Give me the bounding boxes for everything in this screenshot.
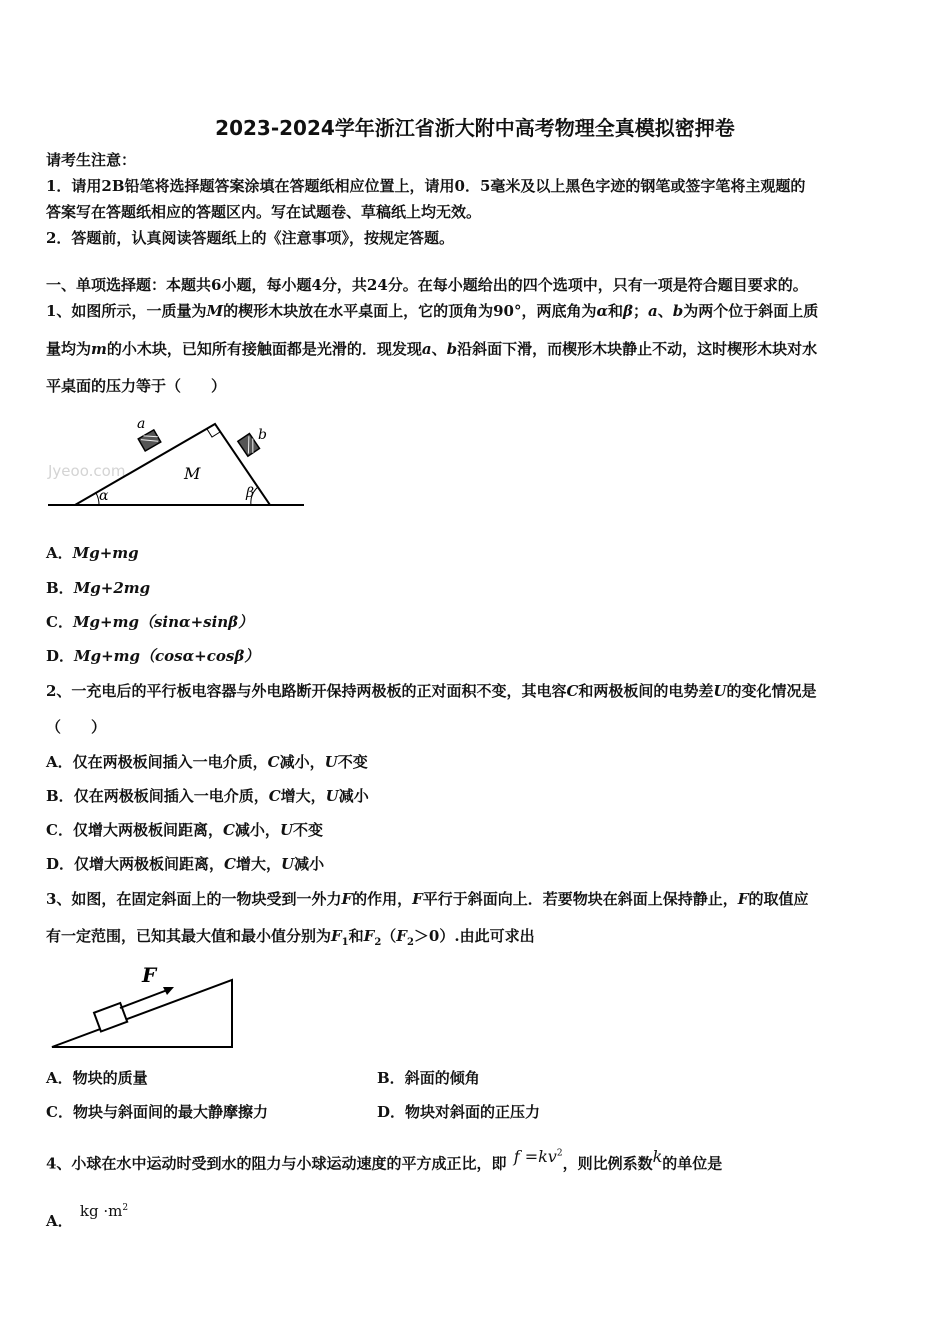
option-key: B． (46, 579, 74, 597)
option-a (46, 1202, 908, 1231)
option-text: 仅增大两极板间距离， (72, 821, 223, 839)
superscript: 2 (122, 1203, 129, 1213)
symbol: C (224, 855, 236, 873)
label-M: M (184, 464, 201, 483)
option-key: D． (46, 647, 75, 665)
notice-heading: 请考生注意： (46, 151, 137, 169)
text: 的单位是 (662, 1154, 723, 1173)
option-b (46, 786, 908, 806)
option-key: C． (46, 1103, 73, 1121)
option-key: A． (46, 544, 73, 562)
symbol: U (281, 855, 295, 873)
text: 2、一充电后的平行板电容器与外电路断开保持两极板的正对面积不变，其电容 (46, 682, 567, 700)
option-text: Mg+mg（cosα+cosβ） (74, 647, 260, 665)
question-1-text: 平桌面的压力等于（ ） (46, 377, 227, 395)
option-d (46, 646, 908, 666)
text: ，则比例系数 (562, 1154, 653, 1173)
option-a (46, 1068, 376, 1088)
text: 的取值应 (748, 890, 809, 908)
symbol: C (222, 821, 235, 839)
symbol: U (279, 821, 294, 839)
text: 的小木块，已知所有接触面都是光滑的．现发现 (106, 340, 422, 358)
option-b (377, 1068, 707, 1088)
text: ＞0）.由此可求出 (413, 927, 535, 945)
page-title: 2023-2024学年浙江省浙大附中高考物理全真模拟密押卷 (215, 116, 735, 140)
section-heading: 一、单项选择题：本题共6小题，每小题4分，共24分。在每小题给出的四个选项中，只有一项是符合题目要求的。 (46, 276, 808, 294)
option-text: 仅增大两极板间距离， (74, 855, 225, 873)
text: 和 (608, 302, 624, 320)
question-1-text (46, 301, 908, 321)
formula-text: f =kv (513, 1147, 557, 1167)
symbol: F (363, 927, 375, 945)
option-c (46, 820, 908, 840)
label-a: a (137, 416, 146, 432)
symbol: C (268, 787, 281, 805)
subscript: 2 (406, 937, 414, 948)
text: 和 (348, 927, 364, 945)
text: （ (381, 927, 397, 945)
option-text: 斜面的倾角 (404, 1069, 480, 1087)
option-key: B． (46, 787, 74, 805)
text: 为两个位于斜面上质 (683, 302, 819, 320)
option-text: 增大， (235, 855, 281, 873)
option-b (46, 578, 908, 598)
option-c (46, 1102, 376, 1122)
notice-line: 答案写在答题纸相应的答题区内。写在试题卷、草稿纸上均无效。 (46, 203, 482, 221)
block-b (238, 434, 260, 457)
text: 的楔形木块放在水平桌面上，它的顶角为90°，两底角为 (223, 302, 597, 320)
symbol: C (566, 682, 579, 700)
symbol: b (672, 302, 684, 320)
option-text: 物块对斜面的正压力 (405, 1103, 541, 1121)
incline (52, 980, 232, 1047)
symbol: β (623, 302, 633, 320)
option-key: D． (377, 1103, 406, 1121)
option-key: C． (46, 821, 73, 839)
watermark: Jyeoo.com (48, 462, 126, 480)
option-text: 减小 (338, 787, 369, 805)
symbol: F (341, 890, 353, 908)
symbol: F (396, 927, 407, 945)
option-key: A． (46, 753, 73, 771)
question-4-text (46, 1147, 908, 1173)
option-text: 不变 (337, 753, 368, 771)
symbol: a (648, 302, 658, 320)
option-text: Mg+2mg (73, 579, 151, 597)
text: 、 (657, 302, 673, 320)
text: 4、小球在水中运动时受到水的阻力与小球运动速度的平方成正比，即 (46, 1154, 507, 1173)
text: 的作用， (352, 890, 413, 908)
option-text: 物块的质量 (72, 1069, 148, 1087)
unit-text: kg ·m (79, 1202, 123, 1220)
option-a (46, 752, 908, 772)
question-3-text (46, 926, 908, 953)
symbol: b (446, 340, 458, 358)
question-1-text (46, 339, 908, 359)
text: 、 (431, 340, 447, 358)
block-a (138, 430, 161, 451)
text: 的变化情况是 (726, 682, 817, 700)
text: 3、如图，在固定斜面上的一物块受到一外力 (46, 890, 342, 908)
option-key: B． (377, 1069, 405, 1087)
question-2-text: （ ） (46, 718, 107, 736)
notice-line: 1．请用2B铅笔将选择题答案涂填在答题纸相应位置上，请用0．5毫米及以上黑色字迹的钢笔或签字笔将主观题的 (46, 177, 806, 195)
text: 平行于斜面向上．若要物块在斜面上保持静止， (422, 890, 738, 908)
text: 和两极板间的电势差 (578, 682, 714, 700)
text: ； (632, 302, 648, 320)
text: 1、如图所示，一质量为 (46, 302, 207, 320)
option-text: 减小， (279, 753, 325, 771)
question-2-text (46, 681, 908, 701)
incline-figure (46, 958, 238, 1054)
option-text: 减小 (294, 855, 325, 873)
option-text: 物块与斜面间的最大静摩擦力 (72, 1103, 268, 1121)
text: 量均为 (46, 340, 92, 358)
option-key: D． (46, 855, 75, 873)
superscript: 2 (556, 1149, 563, 1159)
option-text: 减小， (234, 821, 280, 839)
text: 沿斜面下滑，而楔形木块静止不动，这时楔形木块对水 (457, 340, 818, 358)
option-key: A． (46, 1069, 73, 1087)
symbol: M (206, 302, 224, 320)
option-text: 仅在两极板间插入一电介质， (73, 787, 269, 805)
symbol: a (421, 340, 432, 358)
option-text: 仅在两极板间插入一电介质， (72, 753, 268, 771)
label-beta: β (246, 485, 255, 501)
symbol: m (91, 340, 107, 358)
formula (514, 1147, 563, 1166)
option-text: 增大， (280, 787, 326, 805)
option-d (377, 1102, 707, 1122)
symbol: k (652, 1147, 663, 1167)
text: 有一定范围，已知其最大值和最小值分别为 (46, 927, 332, 945)
option-key: C． (46, 613, 73, 631)
symbol: C (267, 753, 280, 771)
label-F: F (142, 963, 157, 987)
symbol: U (324, 753, 338, 771)
symbol: U (713, 682, 727, 700)
symbol: F (737, 890, 749, 908)
option-d (46, 854, 908, 874)
option-unit (80, 1202, 128, 1220)
symbol: α (596, 302, 608, 320)
question-3-text (46, 889, 908, 909)
subscript: 2 (374, 937, 382, 948)
option-a (46, 543, 908, 563)
subscript: 1 (341, 937, 349, 948)
option-key: A． (46, 1212, 73, 1230)
label-alpha: α (99, 488, 109, 504)
wedge-figure (44, 404, 309, 514)
option-text: Mg+mg（sinα+sinβ） (72, 613, 254, 631)
symbol: U (325, 787, 339, 805)
notice-line: 2．答题前，认真阅读答题纸上的《注意事项》，按规定答题。 (46, 229, 454, 247)
option-text: Mg+mg (72, 544, 139, 562)
option-text: 不变 (293, 821, 324, 839)
symbol: F (331, 927, 342, 945)
symbol: F (412, 890, 423, 908)
option-c (46, 612, 908, 632)
label-b: b (258, 427, 267, 443)
